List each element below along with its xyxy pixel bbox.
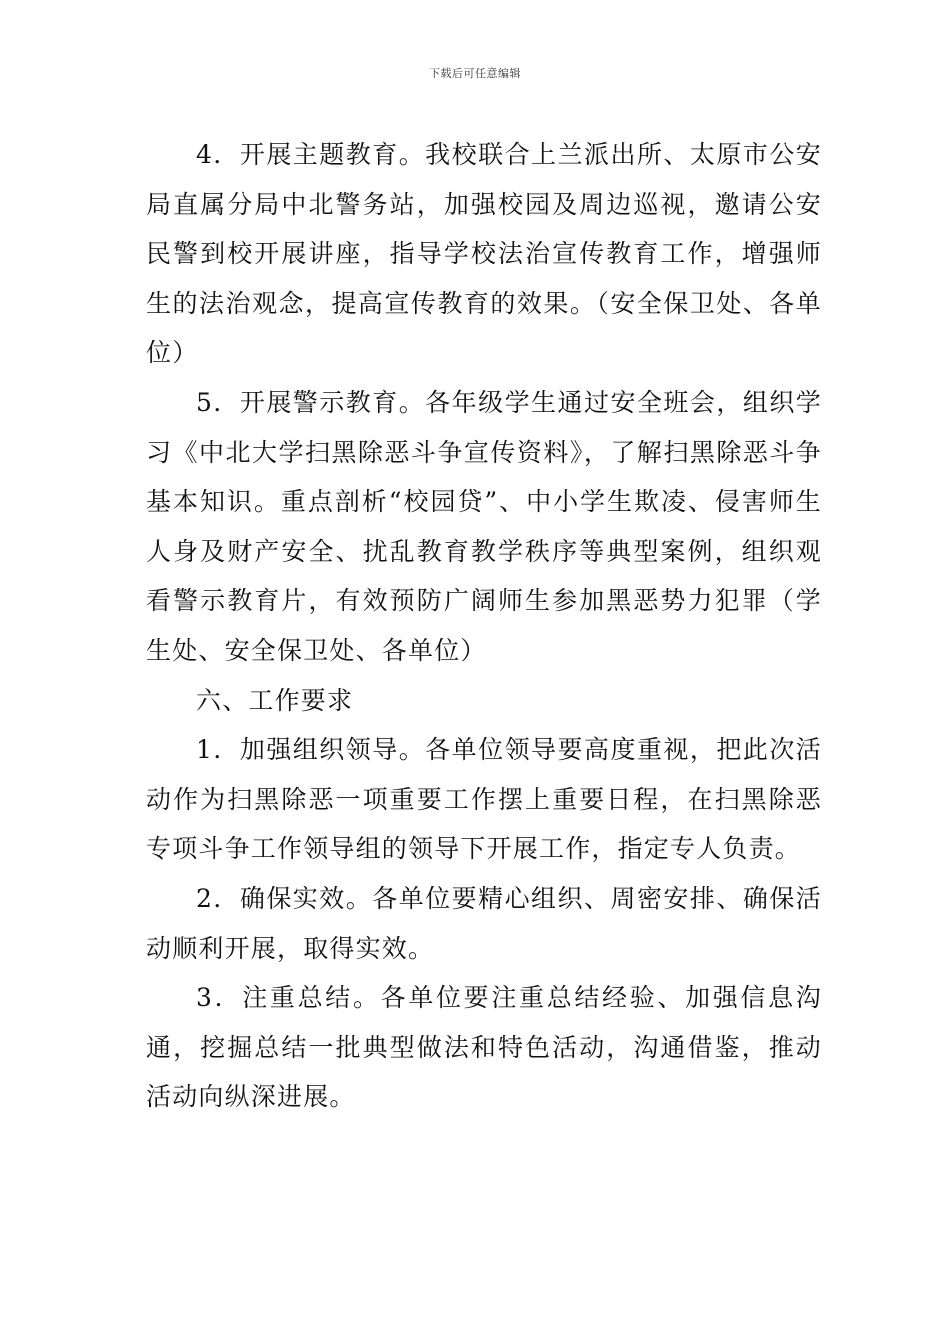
document-body bbox=[146, 130, 822, 1122]
paragraph-req-3-summary: 3．注重总结。各单位要注重总结经验、加强信息沟通，挖掘总结一批典型做法和特色活动，沟通借鉴，推动活动向纵深进展。 bbox=[146, 983, 822, 1112]
section-heading-work-requirements: 六、工作要求 bbox=[196, 685, 354, 715]
paragraph-req-2-effectiveness: 2．确保实效。各单位要精心组织、周密安排、确保活动顺利开展，取得实效。 bbox=[146, 883, 822, 963]
paragraph-item-5-warning-education: 5．开展警示教育。各年级学生通过安全班会，组织学习《中北大学扫黑除恶斗争宣传资料》，了解扫黑除恶斗争基本知识。重点剖析“校园贷”、中小学生欺凌、侵害师生人身及财产安全、扰乱教育教学秩序等典型案例，组织观看警示教育片，有效预防广阔师生参加黑恶势力犯罪（学生处、安全保卫处、各单位） bbox=[146, 387, 822, 665]
page-header-note: 下载后可任意编辑 bbox=[429, 67, 521, 80]
paragraph-req-1-organization: 1．加强组织领导。各单位领导要高度重视，把此次活动作为扫黑除恶一项重要工作摆上重要日程，在扫黑除恶专项斗争工作领导组的领导下开展工作，指定专人负责。 bbox=[146, 735, 822, 864]
paragraph-item-4-theme-education: 4．开展主题教育。我校联合上兰派出所、太原市公安局直属分局中北警务站，加强校园及周边巡视，邀请公安民警到校开展讲座，指导学校法治宣传教育工作，增强师生的法治观念，提高宣传教育的效果。（安全保卫处、各单位） bbox=[146, 140, 822, 368]
